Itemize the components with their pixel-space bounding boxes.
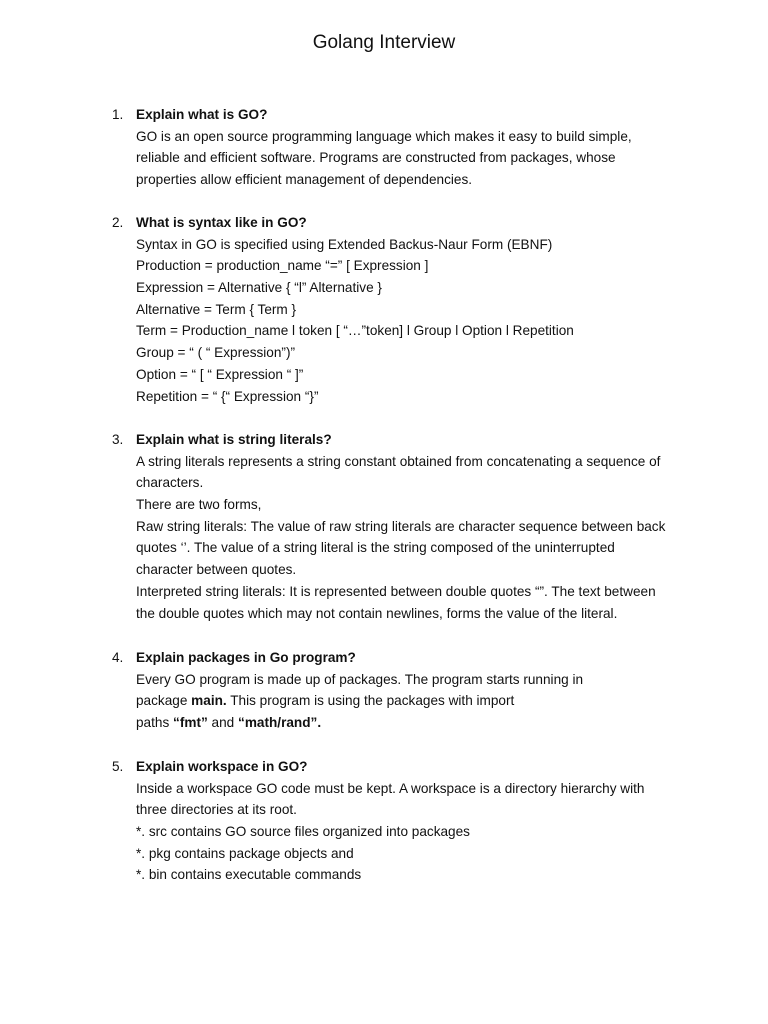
answer-line: *. src contains GO source files organized into packages <box>136 824 470 840</box>
answer-text: This program is using the packages with import <box>226 693 515 709</box>
answer-line: three directories at its root. <box>136 802 297 818</box>
answer-body <box>136 669 696 734</box>
answer-line: Production = production_name “=” [ Expression ] <box>136 258 429 274</box>
answer-line: A string literals represents a string constant obtained from concatenating a sequence of <box>136 453 661 469</box>
answer-line: characters. <box>136 475 204 491</box>
answer-line: *. pkg contains package objects and <box>136 845 354 861</box>
question-number: 2. <box>112 215 124 230</box>
answer-line: Every GO program is made up of packages. The program starts running in <box>136 671 584 687</box>
answer-line: Raw string literals: The value of raw string literals are character sequence between back <box>136 518 666 534</box>
answer-line: Repetition = “ {“ Expression “}” <box>136 388 319 404</box>
document-title: Golang Interview <box>312 32 456 53</box>
question-heading: Explain what is GO? <box>136 107 268 122</box>
question-number: 5. <box>112 759 124 774</box>
question-heading: Explain packages in Go program? <box>136 650 356 665</box>
package-main-name: main. <box>191 693 227 709</box>
answer-text: and <box>207 715 239 731</box>
answer-line: reliable and efficient software. Programs are constructed from packages, whose <box>136 150 616 166</box>
answer-body <box>136 451 696 625</box>
import-path-math-rand: “math/rand”. <box>238 715 322 731</box>
question-number: 3. <box>112 432 124 447</box>
answer-line <box>136 712 696 734</box>
answer-line: the double quotes which may not contain newlines, forms the value of the literal. <box>136 605 618 621</box>
answer-line: Alternative = Term { Term } <box>136 301 297 317</box>
answer-line: properties allow efficient management of dependencies. <box>136 172 473 188</box>
question-number: 4. <box>112 650 124 665</box>
answer-body <box>136 126 696 191</box>
question-heading: What is syntax like in GO? <box>136 215 307 230</box>
answer-text: paths <box>136 715 174 731</box>
answer-line: quotes ‘’. The value of a string literal is the string composed of the uninterrupted <box>136 540 615 556</box>
answer-line: Group = “ ( “ Expression”)” <box>136 345 296 361</box>
answer-line: Expression = Alternative { “l” Alternative } <box>136 280 382 296</box>
answer-line <box>136 690 696 712</box>
answer-line: Interpreted string literals: It is represented between double quotes “”. The text between <box>136 583 656 599</box>
answer-line: character between quotes. <box>136 562 297 578</box>
answer-body <box>136 778 696 886</box>
answer-line: Syntax in GO is specified using Extended Backus-Naur Form (EBNF) <box>136 236 553 252</box>
answer-line: There are two forms, <box>136 497 262 513</box>
answer-line: *. bin contains executable commands <box>136 867 362 883</box>
answer-line: Inside a workspace GO code must be kept. A workspace is a directory hierarchy with <box>136 780 645 796</box>
answer-line: Option = “ [ “ Expression “ ]” <box>136 366 304 382</box>
answer-line: GO is an open source programming language which makes it easy to build simple, <box>136 128 632 144</box>
import-path-fmt: “fmt” <box>173 715 208 731</box>
question-number: 1. <box>112 107 124 122</box>
answer-body <box>136 234 696 408</box>
question-heading: Explain what is string literals? <box>136 432 332 447</box>
answer-text: package <box>136 693 192 709</box>
question-heading: Explain workspace in GO? <box>136 759 308 774</box>
answer-line: Term = Production_name l token [ “…”token] l Group l Option l Repetition <box>136 323 574 339</box>
